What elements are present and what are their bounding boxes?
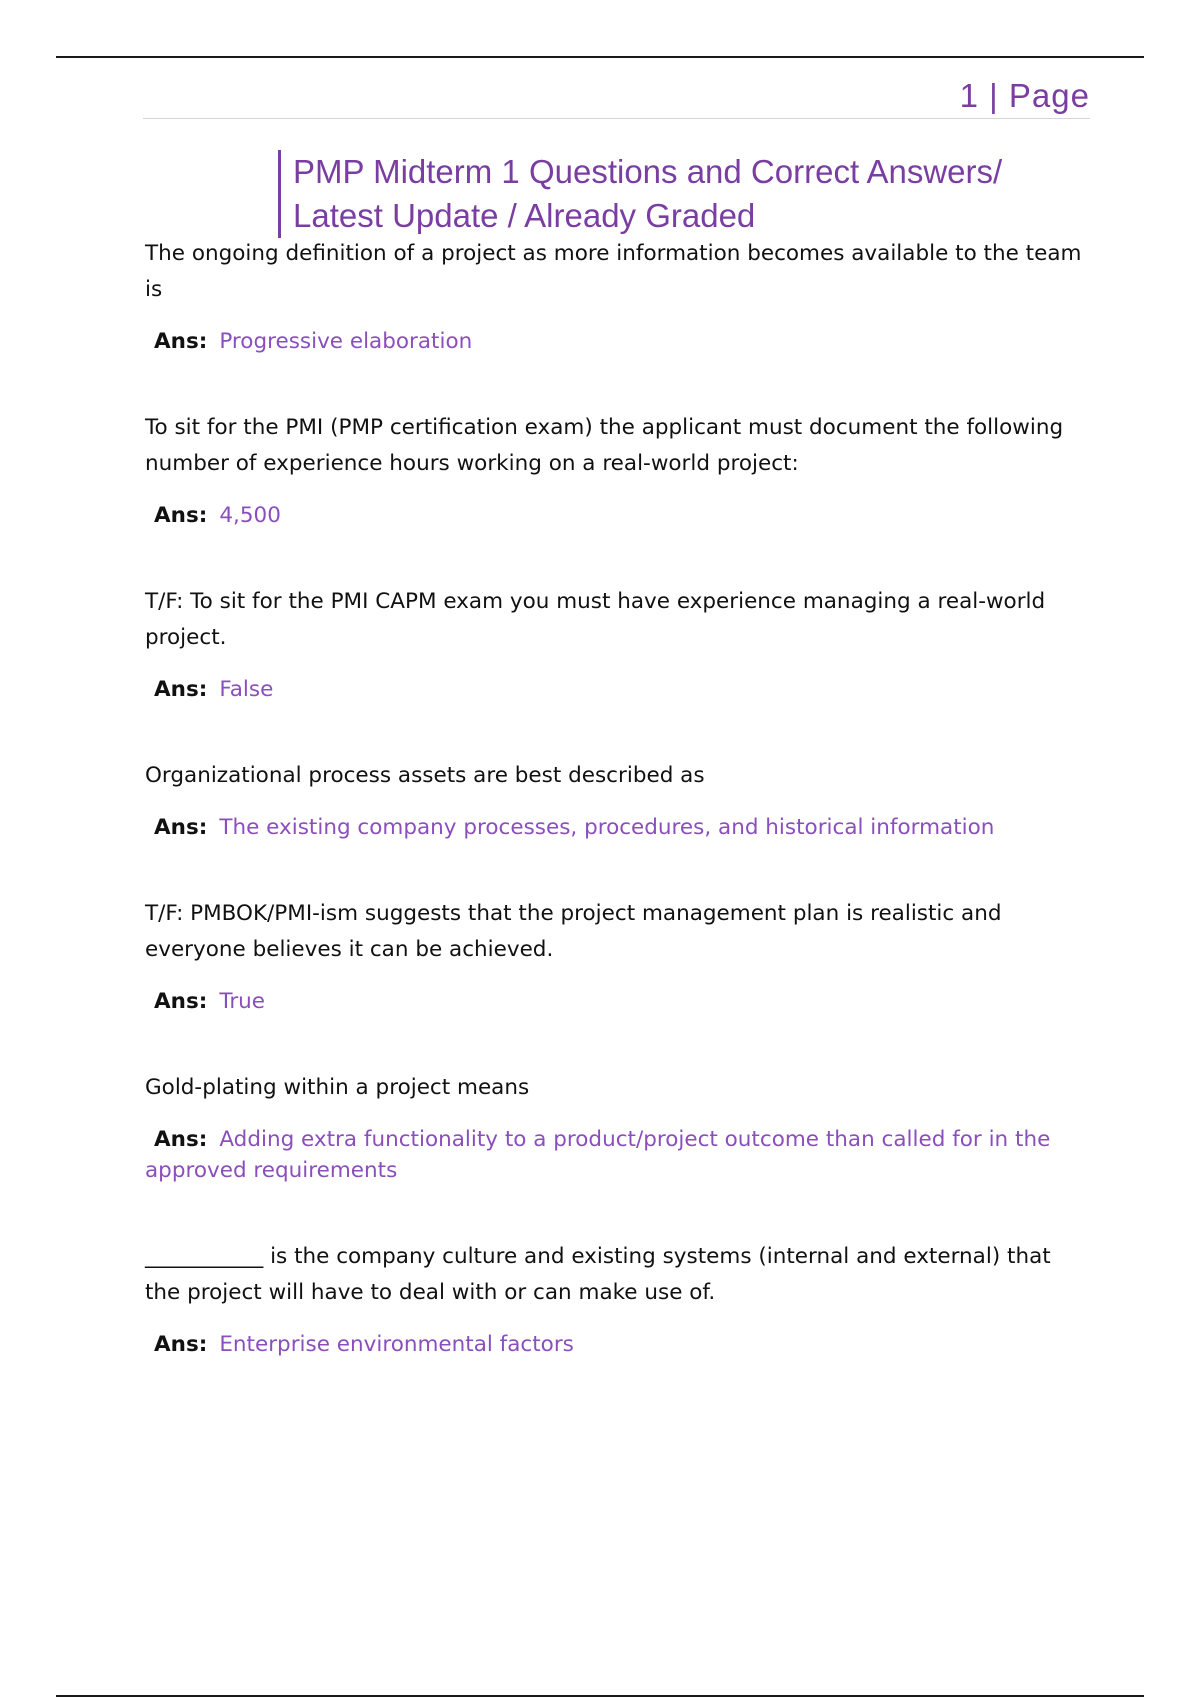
qa-item (145, 410, 1090, 531)
answer-text: Adding extra functionality to a product/project outcome than called for in the approved requirements (145, 1127, 1051, 1183)
qa-item (145, 758, 1090, 843)
answer-label: Ans: (154, 815, 208, 840)
answer-label: Ans: (154, 989, 208, 1014)
bottom-rule (56, 1695, 1144, 1697)
answer-label: Ans: (154, 677, 208, 702)
qa-item (145, 236, 1090, 357)
answer-row (145, 812, 1090, 843)
answer-row (145, 674, 1090, 705)
answer-row (145, 1124, 1090, 1186)
question-text: ___________ is the company culture and existing systems (internal and external) that the project will have to deal with or can make use of. (145, 1244, 1051, 1305)
question-text: Organizational process assets are best described as (145, 763, 705, 788)
answer-text: 4,500 (219, 503, 281, 528)
answer-text: The existing company processes, procedures, and historical information (219, 815, 995, 840)
question-text: T/F: To sit for the PMI CAPM exam you must have experience managing a real-world project. (145, 589, 1046, 650)
question-text: Gold-plating within a project means (145, 1075, 530, 1100)
qa-item (145, 1239, 1090, 1360)
answer-text: True (219, 989, 266, 1014)
answer-row (145, 326, 1090, 357)
qa-item (145, 1070, 1090, 1186)
answer-label: Ans: (154, 329, 208, 354)
answer-label: Ans: (154, 1127, 208, 1152)
question-text: To sit for the PMI (PMP certification exam) the applicant must document the following number of experience hours working on a real-world project: (145, 415, 1064, 476)
answer-row (145, 500, 1090, 531)
page-number: 1 | Page (959, 77, 1090, 114)
qa-item (145, 584, 1090, 705)
answer-text: Enterprise environmental factors (219, 1332, 574, 1357)
document-title (278, 150, 1093, 238)
answer-text: False (219, 677, 274, 702)
question-text: The ongoing definition of a project as more information becomes available to the team is (145, 241, 1082, 302)
qa-item (145, 896, 1090, 1017)
answer-label: Ans: (154, 1332, 208, 1357)
answer-label: Ans: (154, 503, 208, 528)
title-line-2: Latest Update / Already Graded (293, 197, 756, 234)
answer-row (145, 1329, 1090, 1360)
top-rule (56, 56, 1144, 58)
qa-list (145, 236, 1090, 1360)
question-text: T/F: PMBOK/PMI-ism suggests that the project management plan is realistic and everyone believes it can be achieved. (145, 901, 1002, 962)
answer-text: Progressive elaboration (219, 329, 473, 354)
page-header (143, 74, 1090, 119)
answer-row (145, 986, 1090, 1017)
title-line-1: PMP Midterm 1 Questions and Correct Answers/ (293, 153, 1003, 190)
